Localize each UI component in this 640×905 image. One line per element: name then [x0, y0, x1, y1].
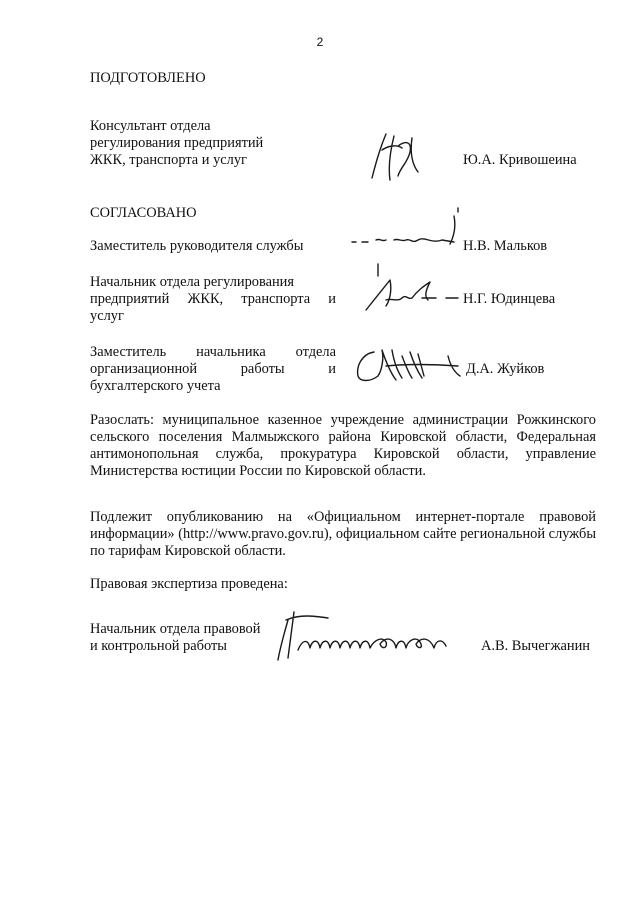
signer-1-name: Н.В. Мальков: [463, 238, 548, 254]
signer-position-line: бухгалтерского учета: [90, 378, 221, 394]
legal-review-name: А.В. Вычегжанин: [481, 638, 591, 654]
prepared-heading: ПОДГОТОВЛЕНО: [90, 70, 206, 86]
signer-3-name: Д.А. Жуйков: [466, 361, 545, 377]
prepared-position-line: регулирования предприятий: [90, 135, 264, 151]
prepared-position: [90, 118, 330, 169]
distribution-paragraph: Разослать: муниципальное казенное учреждение администрации Рожкинского сельского поселения Малмыжского района Кировской области, Федеральная антимонопольная служба, прокуратура Кировской области, управление Министерства юстиции России по Кировской области.: [90, 412, 596, 479]
signer-2-position: [90, 274, 336, 325]
signer-3-position: [90, 344, 336, 395]
signer-2-name: Н.Г. Юдинцева: [463, 291, 556, 307]
signature-zhuykov: [352, 342, 470, 388]
signer-position-line: Заместитель руководителя службы: [90, 238, 304, 254]
signer-1-position: [90, 238, 340, 255]
signature-yudintseva: [356, 260, 460, 318]
prepared-position-line: ЖКК, транспорта и услуг: [90, 152, 247, 168]
signer-position-line: предприятий ЖКК, транспорта и: [90, 291, 336, 307]
signature-vychegzhanin: [270, 606, 460, 664]
publication-paragraph: Подлежит опубликованию на «Официальном интернет-портале правовой информации» (http://www.pravo.gov.ru), официальном сайте региональной службы по тарифам Кировской области.: [90, 509, 596, 559]
legal-review-position-line: и контрольной работы: [90, 638, 227, 654]
signature-malkov: [350, 204, 466, 254]
signature-krivosheina: [368, 128, 438, 184]
prepared-position-line: Консультант отдела: [90, 118, 211, 134]
prepared-name: Ю.А. Кривошеина: [463, 152, 577, 168]
signer-position-line: услуг: [90, 308, 124, 324]
signer-position-line: Заместитель начальника отдела: [90, 344, 336, 360]
legal-review-statement: Правовая экспертиза проведена:: [90, 576, 288, 592]
page-number: 2: [316, 35, 324, 49]
signer-position-line: Начальник отдела регулирования: [90, 274, 295, 290]
legal-review-position-line: Начальник отдела правовой: [90, 621, 261, 637]
signer-position-line: организационной работы и: [90, 361, 336, 377]
agreed-heading: СОГЛАСОВАНО: [90, 205, 197, 221]
